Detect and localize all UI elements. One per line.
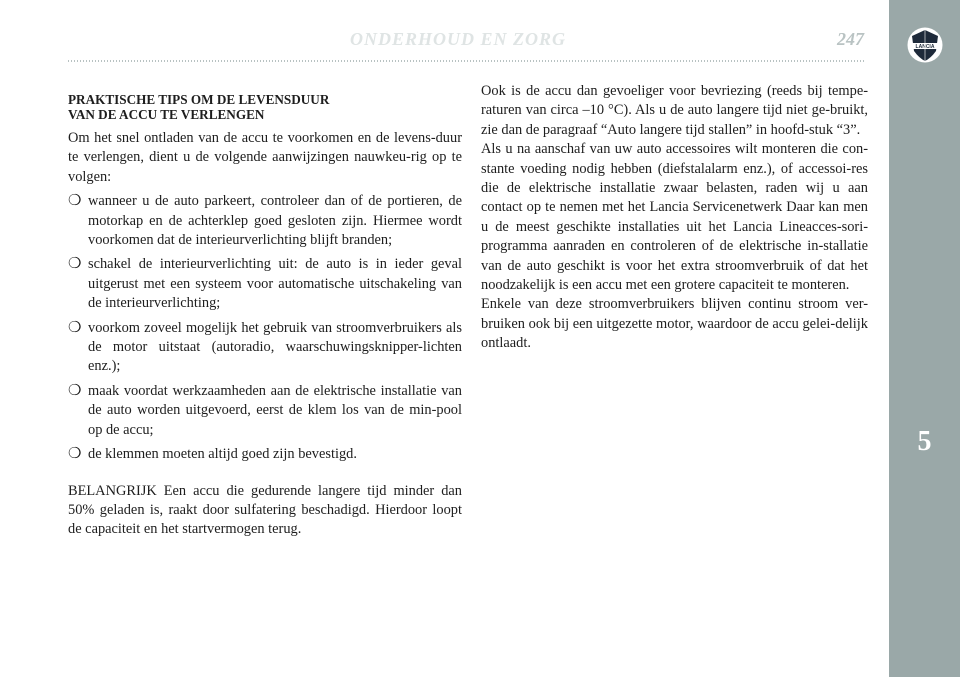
section-heading: [68, 92, 462, 122]
list-item: [68, 319, 462, 377]
heading-line-1: PRAKTISCHE TIPS OM DE LEVENSDUUR: [68, 92, 330, 107]
chapter-sidebar: [889, 0, 960, 677]
tips-list: [68, 192, 462, 464]
list-item-text: voorkom zoveel mogelijk het gebruik van stroomverbruikers als de motor uitstaat (autoradio, waarschuwingsknipper-lichten enz.);: [88, 319, 462, 375]
list-item-text: wanneer u de auto parkeert, controleer dan of de portieren, de motorkap en de achterklep goed gesloten zijn. Hiermee wordt voorkomen dat de interieurverlichting blijft branden;: [88, 193, 462, 249]
page-number: 247: [837, 29, 864, 49]
bullet-icon: ❍: [68, 193, 82, 210]
list-item: [68, 192, 462, 250]
list-item-text: maak voordat werkzaamheden aan de elektrische installatie van de auto worden uitgevoerd, eerst de klem los van de min-pool op de accu;: [88, 382, 462, 438]
list-item-text: schakel de interieurverlichting uit: de auto is in ieder geval uitgerust met een systeem voor automatische uitschakeling van de interieurverlichting;: [88, 256, 462, 312]
bullet-icon: ❍: [68, 446, 82, 463]
left-column: [68, 92, 462, 540]
list-item: [68, 445, 462, 464]
header-divider: [68, 60, 865, 62]
paragraph-freezing: Ook is de accu dan gevoeliger voor bevriezing (reeds bij tempe-raturen van circa –10 °C). Als u de auto langere tijd niet ge-bruikt, zie dan de paragraaf “Auto langere tijd stallen” in hoofd-stuk “3”.: [481, 83, 868, 138]
lancia-logo-icon: [906, 26, 944, 64]
paragraph-accessories: Als u na aanschaf van uw auto accessoires wilt monteren die con-stante voeding nodig hebben (diefstalalarm enz.), of accessoi-res die de elektrische installatie zwaar belasten, raden wij u aan contact op te nemen met het Lancia Servicenetwerk Daar kan men u de meest geschikte installaties uit het Lancia Lineacces-sori-programma aanraden en controleren of de elektrische in-stallatie van de auto geschikt is voor het extra stroomverbruik of dat het noodzakelijk is een accu met een grotere capaciteit te monteren.: [481, 141, 868, 294]
section-title: ONDERHOUD EN ZORG: [350, 29, 567, 49]
important-note: BELANGRIJK Een accu die gedurende langere tijd minder dan 50% geladen is, raakt door sulfatering beschadigd. Hierdoor loopt de capaciteit en het startvermogen terug.: [68, 482, 462, 538]
bullet-icon: ❍: [68, 256, 82, 273]
bullet-icon: ❍: [68, 319, 82, 336]
list-item-text: de klemmen moeten altijd goed zijn bevestigd.: [88, 446, 357, 463]
right-column: [481, 82, 868, 354]
svg-text:LANCIA: LANCIA: [915, 44, 935, 50]
chapter-number: 5: [917, 426, 932, 457]
heading-line-2: VAN DE ACCU TE VERLENGEN: [68, 107, 265, 122]
list-item: [68, 255, 462, 313]
list-item: [68, 382, 462, 440]
paragraph-consumers: Enkele van deze stroomverbruikers blijven continu stroom ver-bruiken ook bij een uitgezette motor, waardoor de accu gelei-delijk ontlaadt.: [481, 296, 868, 352]
bullet-icon: ❍: [68, 382, 82, 399]
intro-paragraph: Om het snel ontladen van de accu te voorkomen en de levens-duur te verlengen, dient u de volgende aanwijzingen nauwkeu-rig op te volgen:: [68, 130, 462, 185]
